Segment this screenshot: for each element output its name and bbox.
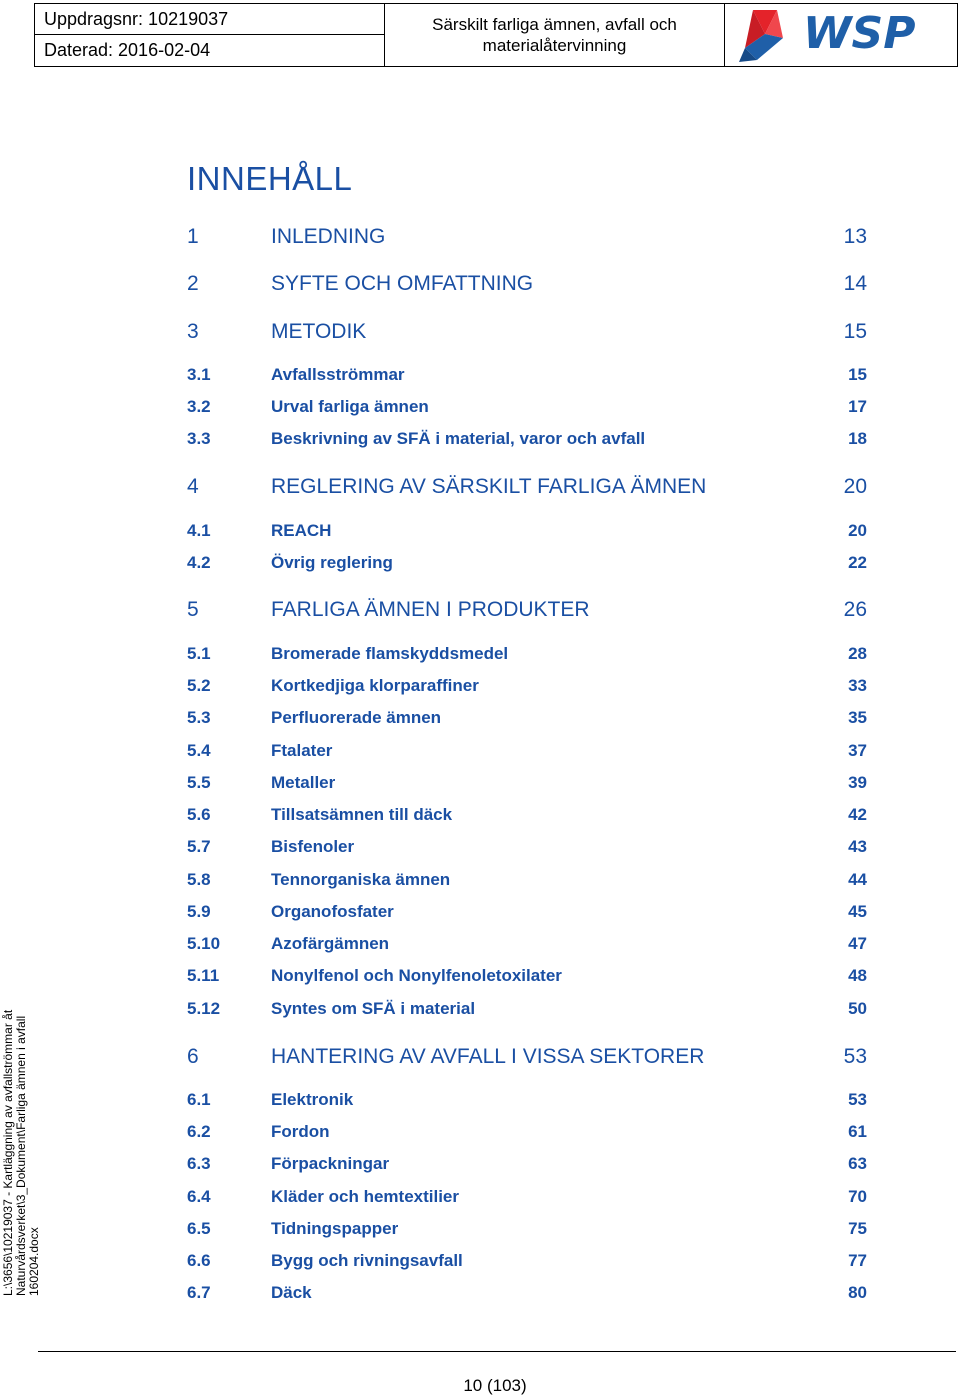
toc-entry-number: 4.1 bbox=[187, 521, 211, 540]
document-title: Särskilt farliga ämnen, avfall och materialåtervinning bbox=[432, 15, 677, 55]
toc-title: INNEHÅLL bbox=[187, 160, 353, 197]
file-path-line-2: Naturvårdsverket\3_Dokument\Farliga ämnen i avfall 160204.docx bbox=[14, 1015, 41, 1296]
toc-entry-number: 5.2 bbox=[187, 676, 211, 695]
toc-entry[interactable] bbox=[187, 597, 867, 623]
toc-entry-number: 5.12 bbox=[187, 999, 221, 1018]
toc-entry[interactable] bbox=[187, 224, 867, 250]
toc-entry-number: 3.1 bbox=[187, 365, 211, 384]
toc-entry-number: 5.6 bbox=[187, 805, 211, 824]
toc-entry-title: REGLERING AV SÄRSKILT FARLIGA ÄMNEN bbox=[271, 475, 707, 498]
toc-entry-title: Perfluorerade ämnen bbox=[271, 708, 442, 727]
toc-entry-page: 15 bbox=[848, 365, 867, 384]
toc-entry-title: Förpackningar bbox=[271, 1154, 390, 1173]
toc-entry-title: REACH bbox=[271, 521, 332, 540]
toc-entry-page: 26 bbox=[843, 598, 867, 621]
toc-entry[interactable] bbox=[187, 901, 867, 923]
toc-entry-page: 37 bbox=[848, 741, 867, 760]
toc-entry-title: Beskrivning av SFÄ i material, varor och avfall bbox=[271, 429, 646, 448]
header-meta bbox=[35, 4, 385, 66]
toc-entry-title: Övrig reglering bbox=[271, 553, 393, 572]
toc-entry-number: 5.8 bbox=[187, 870, 211, 889]
toc-entry[interactable] bbox=[187, 1153, 867, 1175]
toc-entry-page: 48 bbox=[848, 966, 867, 985]
toc-entry-page: 35 bbox=[848, 708, 867, 727]
toc-entry-number: 6.4 bbox=[187, 1187, 211, 1206]
toc-entry-number: 6.1 bbox=[187, 1090, 211, 1109]
toc-entry-title: HANTERING AV AVFALL I VISSA SEKTORER bbox=[271, 1045, 705, 1068]
toc-entry-number: 5.10 bbox=[187, 934, 221, 953]
file-path-line-1: L:\3656\10219037 - Kartläggning av avfallströmmar åt bbox=[1, 1009, 15, 1296]
toc-entry-page: 47 bbox=[848, 934, 867, 953]
toc-entry[interactable] bbox=[187, 836, 867, 858]
header-title-cell bbox=[385, 4, 725, 66]
wsp-logo-icon bbox=[725, 4, 957, 66]
toc-entry-title: Metaller bbox=[271, 773, 336, 792]
toc-entry-page: 42 bbox=[848, 805, 867, 824]
page-number: 10 (103) bbox=[463, 1376, 527, 1395]
document-date: Daterad: 2016-02-04 bbox=[44, 40, 211, 60]
toc-entry-number: 5.5 bbox=[187, 773, 211, 792]
toc-entry-number: 6.7 bbox=[187, 1283, 211, 1302]
toc-entry-title: Bromerade flamskyddsmedel bbox=[271, 644, 509, 663]
file-path-side-text bbox=[2, 956, 41, 1296]
toc-entry[interactable] bbox=[187, 1121, 867, 1143]
toc-entry[interactable] bbox=[187, 1250, 867, 1272]
toc-entry-number: 5 bbox=[187, 598, 199, 621]
toc-entry-page: 13 bbox=[843, 225, 867, 248]
toc-entry-page: 39 bbox=[848, 773, 867, 792]
toc-entry-page: 53 bbox=[843, 1045, 867, 1068]
toc-entry[interactable] bbox=[187, 869, 867, 891]
assignment-number: Uppdragsnr: 10219037 bbox=[35, 4, 384, 35]
toc-entry-page: 53 bbox=[848, 1090, 867, 1109]
toc-entry-page: 70 bbox=[848, 1187, 867, 1206]
toc-entry-page: 63 bbox=[848, 1154, 867, 1173]
toc-entry[interactable] bbox=[187, 1044, 867, 1070]
toc-entry-number: 3.3 bbox=[187, 429, 211, 448]
toc-entry-title: Azofärgämnen bbox=[271, 934, 390, 953]
toc-entry-page: 28 bbox=[848, 644, 867, 663]
toc-entry-title: Tidningspapper bbox=[271, 1219, 399, 1238]
toc-entry[interactable] bbox=[187, 1282, 867, 1304]
toc-entry-title: METODIK bbox=[271, 320, 367, 343]
document-header bbox=[34, 3, 958, 67]
toc-entry-page: 22 bbox=[848, 553, 867, 572]
toc-entry-title: Ftalater bbox=[271, 741, 333, 760]
toc-entry-title: Organofosfater bbox=[271, 902, 394, 921]
toc-entry-number: 5.1 bbox=[187, 644, 211, 663]
toc-entry[interactable] bbox=[187, 1218, 867, 1240]
toc-entry[interactable] bbox=[187, 520, 867, 542]
toc-entry-page: 14 bbox=[843, 272, 867, 295]
footer-divider bbox=[38, 1351, 956, 1352]
toc-entry[interactable] bbox=[187, 965, 867, 987]
toc-entry-title: FARLIGA ÄMNEN I PRODUKTER bbox=[271, 598, 590, 621]
toc-entry[interactable] bbox=[187, 1186, 867, 1208]
toc-entry-number: 6 bbox=[187, 1045, 199, 1068]
toc-entry-page: 77 bbox=[848, 1251, 867, 1270]
toc-entry-title: Däck bbox=[271, 1283, 312, 1302]
toc-entry-number: 6.6 bbox=[187, 1251, 211, 1270]
toc-entry-number: 5.9 bbox=[187, 902, 211, 921]
toc-entry-page: 43 bbox=[848, 837, 867, 856]
toc-entry-page: 50 bbox=[848, 999, 867, 1018]
toc-entry[interactable] bbox=[187, 364, 867, 386]
toc-entry-page: 15 bbox=[843, 320, 867, 343]
toc-entry[interactable] bbox=[187, 396, 867, 418]
toc-entry[interactable] bbox=[187, 319, 867, 345]
toc-entry-number: 1 bbox=[187, 225, 199, 248]
toc-entry-number: 4.2 bbox=[187, 553, 211, 572]
toc-entry-number: 5.3 bbox=[187, 708, 211, 727]
toc-entry-title: Kortkedjiga klorparaffiner bbox=[271, 676, 479, 695]
toc-entry[interactable] bbox=[187, 428, 867, 450]
toc-entry-title: Syntes om SFÄ i material bbox=[271, 999, 476, 1018]
toc-entry-page: 20 bbox=[848, 521, 867, 540]
toc-entry[interactable] bbox=[187, 1089, 867, 1111]
toc-entry-number: 3.2 bbox=[187, 397, 211, 416]
toc-entry-page: 33 bbox=[848, 676, 867, 695]
toc-entry-title: INLEDNING bbox=[271, 225, 386, 248]
toc-entry[interactable] bbox=[187, 804, 867, 826]
toc-entry-title: Urval farliga ämnen bbox=[271, 397, 429, 416]
svg-text:WSP: WSP bbox=[803, 8, 916, 59]
toc-entry-page: 45 bbox=[848, 902, 867, 921]
toc-entry-title: Bisfenoler bbox=[271, 837, 355, 856]
toc-entry[interactable] bbox=[187, 552, 867, 574]
toc-entry-number: 6.2 bbox=[187, 1122, 211, 1141]
toc-entry-title: SYFTE OCH OMFATTNING bbox=[271, 272, 534, 295]
toc-entry-page: 17 bbox=[848, 397, 867, 416]
toc-entry-number: 6.5 bbox=[187, 1219, 211, 1238]
toc-entry[interactable] bbox=[187, 675, 867, 697]
toc-entry[interactable] bbox=[187, 474, 867, 500]
toc-entry-title: Bygg och rivningsavfall bbox=[271, 1251, 463, 1270]
toc-entry-number: 2 bbox=[187, 272, 199, 295]
toc-entry[interactable] bbox=[187, 740, 867, 762]
toc-entry-number: 6.3 bbox=[187, 1154, 211, 1173]
wsp-logo bbox=[725, 4, 957, 66]
toc-entry[interactable] bbox=[187, 998, 867, 1020]
toc-entry[interactable] bbox=[187, 933, 867, 955]
toc-entry-title: Nonylfenol och Nonylfenoletoxilater bbox=[271, 966, 562, 985]
toc-entry-page: 61 bbox=[848, 1122, 867, 1141]
toc-entry[interactable] bbox=[187, 707, 867, 729]
toc-entry-number: 5.11 bbox=[187, 966, 220, 985]
toc-entry-title: Tennorganiska ämnen bbox=[271, 870, 451, 889]
toc-entry-page: 20 bbox=[843, 475, 867, 498]
toc-entry-title: Tillsatsämnen till däck bbox=[271, 805, 453, 824]
toc-entry-title: Fordon bbox=[271, 1122, 330, 1141]
toc-entry-page: 80 bbox=[848, 1283, 867, 1302]
toc-entry[interactable] bbox=[187, 271, 867, 297]
toc-entry-number: 4 bbox=[187, 475, 199, 498]
toc-entry-page: 75 bbox=[848, 1219, 867, 1238]
toc-entry-title: Avfallsströmmar bbox=[271, 365, 405, 384]
toc-entry-title: Kläder och hemtextilier bbox=[271, 1187, 460, 1206]
toc-entry-number: 3 bbox=[187, 320, 199, 343]
toc-entry-page: 44 bbox=[848, 870, 867, 889]
toc-entry-number: 5.4 bbox=[187, 741, 211, 760]
toc-entry[interactable] bbox=[187, 643, 867, 665]
toc-entry-number: 5.7 bbox=[187, 837, 211, 856]
toc-entry-page: 18 bbox=[848, 429, 867, 448]
toc-entry-title: Elektronik bbox=[271, 1090, 354, 1109]
toc-entry[interactable] bbox=[187, 772, 867, 794]
